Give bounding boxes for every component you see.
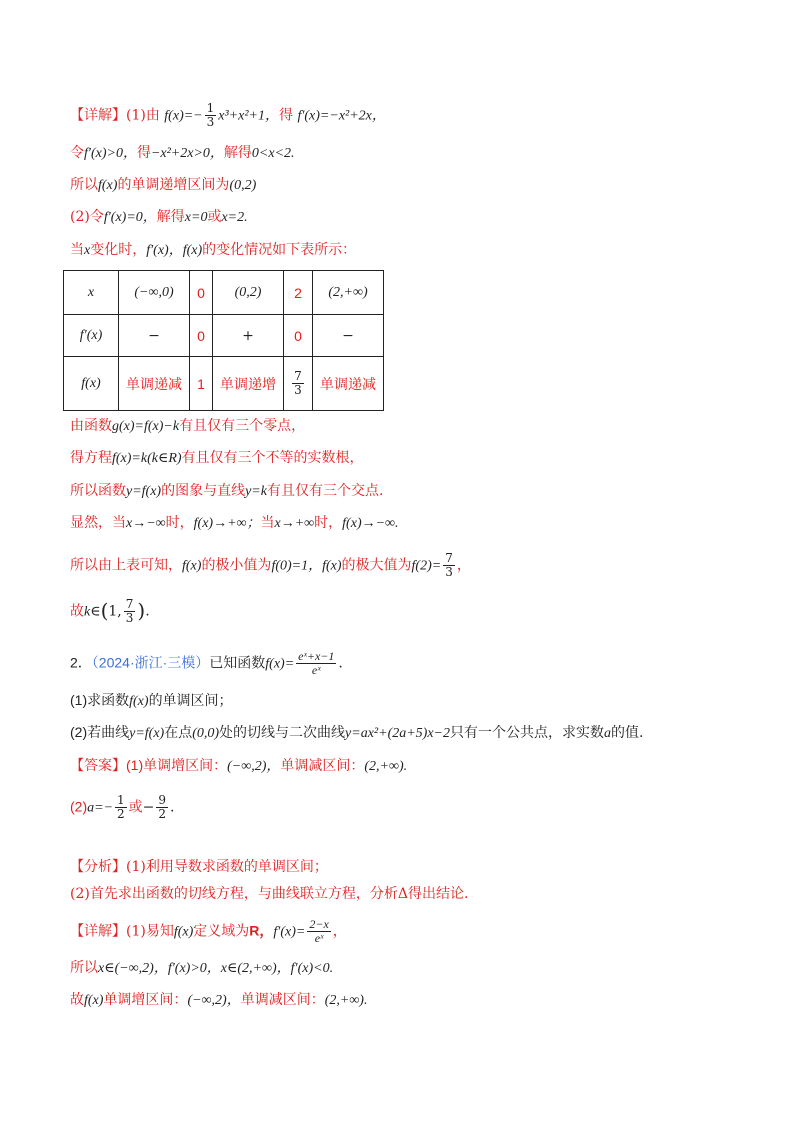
question-source: （2024·浙江·三模） bbox=[91, 654, 210, 671]
answer-line-1: 【答案】(1)单调增区间：(−∞,2)，单调减区间：(2,+∞). bbox=[70, 757, 408, 774]
table-cell: (−∞,0) bbox=[119, 271, 190, 315]
fraction: $\frac{\text{eˣ+x−1}}{\text{eˣ}}$ bbox=[298, 649, 335, 677]
table-cell bbox=[284, 357, 313, 411]
analysis-tag: 【分析】 bbox=[70, 859, 126, 875]
fraction: $\frac{9}{2}$ bbox=[158, 793, 167, 821]
table-row bbox=[64, 357, 384, 411]
fraction: $\frac{7}{3}$ bbox=[445, 551, 453, 579]
fraction: $\frac{1}{3}$ bbox=[206, 101, 215, 129]
table-cell: + bbox=[213, 315, 284, 357]
detail-line-1: 【详解】(1)由 f(x)=− $\frac{1}{3}$ x³+x²+1，得 f′(x)=−x²+2x， bbox=[70, 101, 386, 129]
table-cell: (2,+∞) bbox=[313, 271, 384, 315]
detail-line-9: 显然，当x→−∞时，f(x)→+∞；当x→+∞时，f(x)→−∞. bbox=[70, 515, 399, 531]
answer-line-2: (2)a=− $\frac{1}{2}$ 或− $\frac{9}{2}$ . bbox=[70, 793, 175, 821]
fraction: $\frac{2-x}{\text{eˣ}}$ bbox=[309, 917, 329, 945]
table-cell: − bbox=[119, 315, 190, 357]
table-cell: f′(x) bbox=[64, 315, 119, 357]
table-cell: (0,2) bbox=[213, 271, 284, 315]
detail-2-line-3: 故f(x)单调增区间：(−∞,2)，单调减区间：(2,+∞). bbox=[70, 992, 368, 1008]
table-cell: 单调递减 bbox=[119, 357, 190, 411]
table-cell: 1 bbox=[190, 357, 213, 411]
table-row bbox=[64, 271, 384, 315]
table-cell: x bbox=[64, 271, 119, 315]
question-2-header: 2．（2024·浙江·三模）已知函数f(x)= $\frac{\text{eˣ+x−1}}{\text{eˣ}}$ . bbox=[70, 649, 343, 677]
detail-line-6: 由函数g(x)=f(x)−k有且仅有三个零点， bbox=[70, 418, 306, 434]
detail-line-8: 所以函数y=f(x)的图象与直线y=k有且仅有三个交点. bbox=[70, 483, 384, 499]
variation-table bbox=[63, 270, 384, 411]
fraction: $\frac{7}{3}$ bbox=[125, 597, 134, 625]
table-cell: − bbox=[313, 315, 384, 357]
detail-line-4: (2)令f′(x)=0，解得x=0或x=2. bbox=[70, 209, 248, 225]
table-cell: f(x) bbox=[64, 357, 119, 411]
analysis-line-1: 【分析】(1)利用导数求函数的单调区间； bbox=[70, 859, 328, 875]
detail-line-11: 故k∈(1, $\frac{7}{3}$ ). bbox=[70, 597, 150, 625]
table-cell: 0 bbox=[284, 315, 313, 357]
fraction: $\frac{7}{3}$ bbox=[294, 369, 302, 397]
analysis-line-2: (2)首先求出函数的切线方程，与曲线联立方程，分析Δ得出结论. bbox=[70, 886, 469, 902]
answer-tag: 【答案】 bbox=[70, 758, 126, 774]
detail-line-3: 所以f(x)的单调递增区间为(0,2) bbox=[70, 177, 257, 193]
detail-2-line-2: 所以x∈(−∞,2)，f′(x)>0，x∈(2,+∞)，f′(x)<0. bbox=[70, 960, 334, 976]
table-cell: 2 bbox=[284, 271, 313, 315]
question-2-part-1: (1)求函数f(x)的单调区间； bbox=[70, 692, 233, 709]
detail-line-10: 所以由上表可知，f(x)的极小值为f(0)=1，f(x)的极大值为f(2)= $\frac{7}{3}$ ， bbox=[70, 551, 471, 579]
detail-line-2: 令f′(x)>0，得−x²+2x>0，解得0<x<2. bbox=[70, 145, 295, 161]
table-row bbox=[64, 315, 384, 357]
table-cell: 0 bbox=[190, 315, 213, 357]
table-cell: 0 bbox=[190, 271, 213, 315]
detail-line-5: 当x变化时，f′(x)，f(x)的变化情况如下表所示： bbox=[70, 242, 357, 258]
detail-2-line-1: 【详解】(1)易知f(x)定义域为R，f′(x)= $\frac{2-x}{\text{eˣ}}$ ， bbox=[70, 917, 347, 945]
detail-tag: 【详解】 bbox=[70, 107, 126, 124]
detail-line-7: 得方程f(x)=k(k∈R)有且仅有三个不等的实数根， bbox=[70, 450, 364, 466]
table-cell: 单调递增 bbox=[213, 357, 284, 411]
fraction: $\frac{1}{2}$ bbox=[117, 793, 125, 821]
question-2-part-2: (2)若曲线y=f(x)在点(0,0)处的切线与二次曲线y=ax²+(2a+5)x−2只有一个公共点，求实数a的值. bbox=[70, 724, 644, 741]
table-cell: 单调递减 bbox=[313, 357, 384, 411]
detail-tag: 【详解】 bbox=[70, 923, 126, 940]
